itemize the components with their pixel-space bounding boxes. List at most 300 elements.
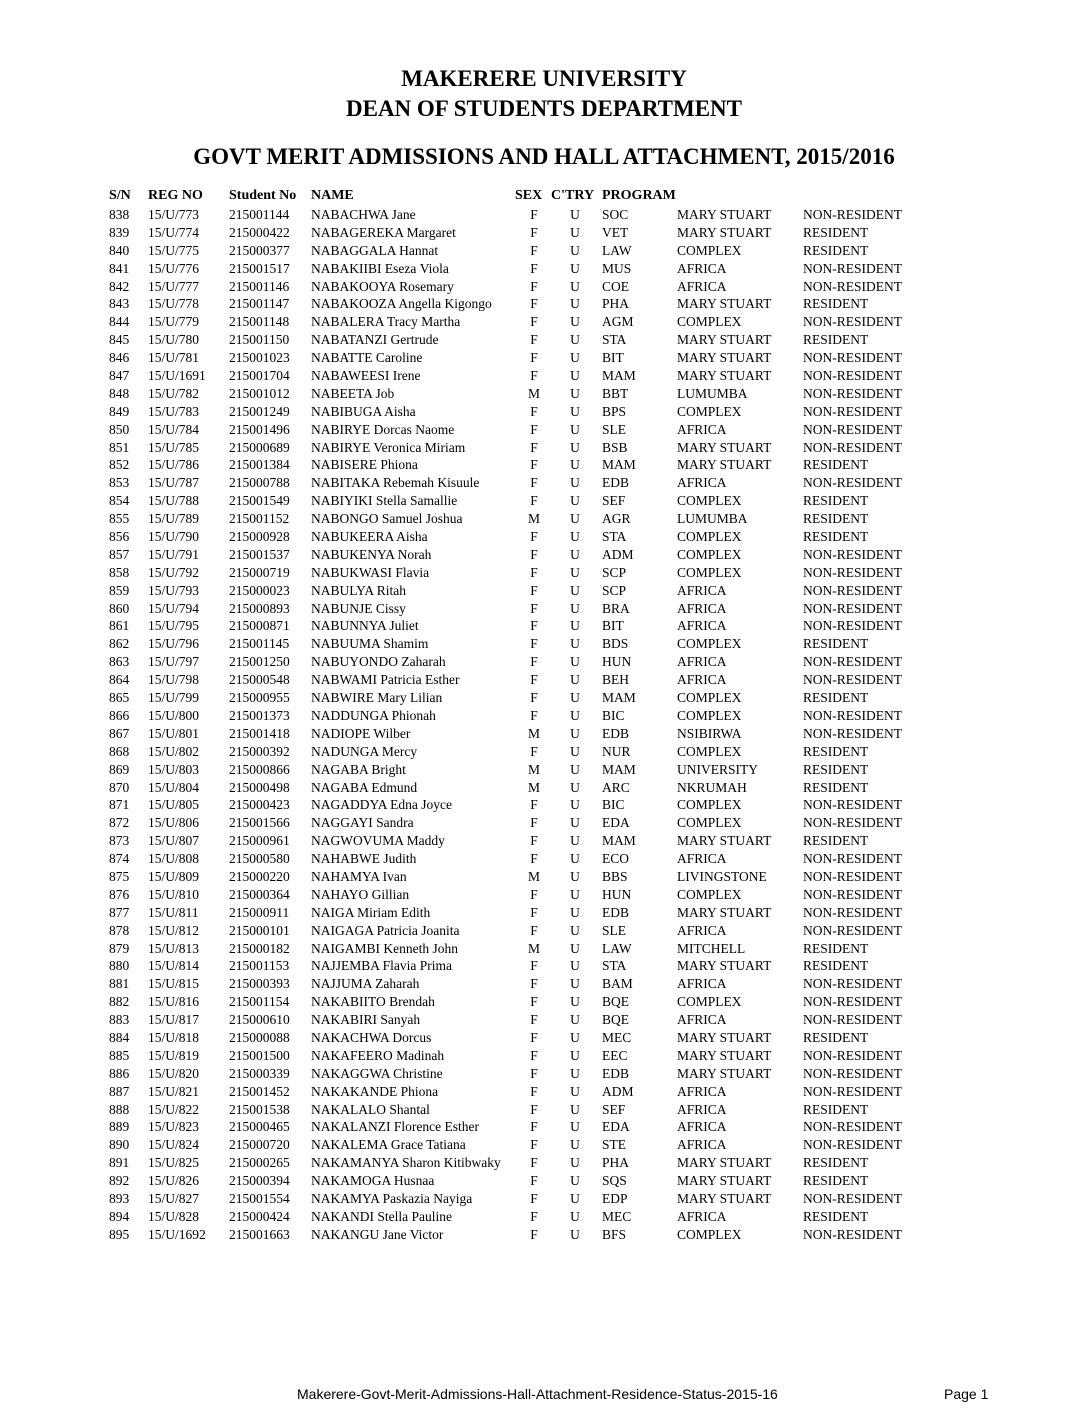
cell-sn: 863: [109, 654, 130, 670]
cell-student-no: 215000182: [229, 940, 290, 956]
table-row: [0, 940, 1088, 958]
table-row: [0, 743, 1088, 761]
cell-hall: LIVINGSTONE: [677, 868, 767, 884]
cell-sn: 864: [109, 672, 130, 688]
cell-reg-no: 15/U/803: [148, 761, 200, 777]
cell-name: NAKAFEERO Madinah: [311, 1047, 445, 1063]
table-row: [0, 474, 1088, 492]
cell-student-no: 215001154: [229, 994, 290, 1010]
cell-program: MAM: [602, 457, 636, 473]
cell-reg-no: 15/U/796: [148, 636, 200, 652]
cell-sn: 893: [109, 1190, 130, 1206]
cell-sn: 841: [109, 260, 130, 276]
cell-sex: F: [530, 368, 538, 384]
cell-student-no: 215000265: [229, 1155, 290, 1171]
table-row: [0, 224, 1088, 242]
cell-hall: MARY STUART: [677, 332, 772, 348]
cell-residence: NON-RESIDENT: [803, 654, 902, 670]
cell-sn: 855: [109, 511, 130, 527]
table-row: [0, 832, 1088, 850]
table-row: [0, 635, 1088, 653]
table-row: [0, 600, 1088, 618]
cell-name: NAKAMANYA Sharon Kitibwaky: [311, 1155, 501, 1171]
table-row: [0, 260, 1088, 278]
cell-residence: NON-RESIDENT: [803, 278, 902, 294]
cell-reg-no: 15/U/804: [148, 779, 200, 795]
cell-name: NAKACHWA Dorcus: [311, 1029, 432, 1045]
cell-reg-no: 15/U/821: [148, 1083, 200, 1099]
cell-name: NAGGAYI Sandra: [311, 815, 414, 831]
cell-student-no: 215000220: [229, 868, 290, 884]
cell-country: U: [570, 976, 580, 992]
cell-sn: 867: [109, 725, 130, 741]
table-row: [0, 564, 1088, 582]
cell-sex: F: [530, 529, 538, 545]
cell-sn: 881: [109, 976, 130, 992]
cell-reg-no: 15/U/775: [148, 242, 200, 258]
cell-program: STA: [602, 958, 627, 974]
cell-name: NABUKWASI Flavia: [311, 564, 430, 580]
cell-sex: F: [530, 618, 538, 634]
cell-hall: AFRICA: [677, 1119, 727, 1135]
cell-hall: AFRICA: [677, 421, 727, 437]
cell-country: U: [570, 690, 580, 706]
cell-country: U: [570, 672, 580, 688]
cell-sex: F: [530, 743, 538, 759]
cell-sex: F: [530, 1190, 538, 1206]
cell-program: COE: [602, 278, 629, 294]
cell-hall: MARY STUART: [677, 368, 772, 384]
cell-reg-no: 15/U/1691: [148, 368, 206, 384]
cell-program: MAM: [602, 833, 636, 849]
cell-student-no: 215000465: [229, 1119, 290, 1135]
cell-hall: AFRICA: [677, 1101, 727, 1117]
cell-name: NABUKENYA Norah: [311, 546, 432, 562]
cell-residence: RESIDENT: [803, 511, 869, 527]
cell-student-no: 215000377: [229, 242, 290, 258]
cell-sex: F: [530, 600, 538, 616]
cell-name: NAGABA Bright: [311, 761, 406, 777]
cell-sn: 840: [109, 242, 130, 258]
cell-country: U: [570, 1208, 580, 1224]
col-name: NAME: [311, 188, 354, 203]
cell-sn: 890: [109, 1137, 130, 1153]
page-number: Page 1: [944, 1386, 989, 1402]
cell-sex: F: [530, 207, 538, 222]
cell-sn: 875: [109, 868, 130, 884]
cell-country: U: [570, 1065, 580, 1081]
cell-program: EDP: [602, 1190, 628, 1206]
cell-reg-no: 15/U/812: [148, 922, 200, 938]
cell-country: U: [570, 1155, 580, 1171]
page-footer: [0, 1386, 1088, 1406]
cell-name: NABACHWA Jane: [311, 207, 416, 222]
cell-student-no: 215001704: [229, 368, 290, 384]
cell-sn: 845: [109, 332, 130, 348]
cell-hall: COMPLEX: [677, 546, 742, 562]
cell-hall: UNIVERSITY: [677, 761, 758, 777]
cell-sex: F: [530, 439, 538, 455]
cell-reg-no: 15/U/793: [148, 582, 200, 598]
cell-hall: AFRICA: [677, 1137, 727, 1153]
cell-reg-no: 15/U/805: [148, 797, 200, 813]
cell-sex: F: [530, 707, 538, 723]
cell-country: U: [570, 511, 580, 527]
cell-residence: RESIDENT: [803, 779, 869, 795]
cell-name: NAKAGGWA Christine: [311, 1065, 443, 1081]
cell-program: STE: [602, 1137, 627, 1153]
cell-hall: MARY STUART: [677, 296, 772, 312]
cell-country: U: [570, 922, 580, 938]
cell-name: NABONGO Samuel Joshua: [311, 511, 463, 527]
cell-reg-no: 15/U/816: [148, 994, 200, 1010]
cell-sex: M: [527, 868, 540, 884]
cell-country: U: [570, 1047, 580, 1063]
cell-country: U: [570, 564, 580, 580]
col-reg-no: REG NO: [148, 188, 203, 203]
cell-country: U: [570, 385, 580, 401]
cell-name: NADUNGA Mercy: [311, 743, 418, 759]
cell-residence: NON-RESIDENT: [803, 851, 902, 867]
cell-student-no: 215000101: [229, 922, 290, 938]
cell-name: NAKANDI Stella Pauline: [311, 1208, 452, 1224]
cell-residence: NON-RESIDENT: [803, 1190, 902, 1206]
cell-name: NABAWEESI Irene: [311, 368, 421, 384]
cell-sn: 891: [109, 1155, 130, 1171]
cell-hall: AFRICA: [677, 600, 727, 616]
cell-sn: 870: [109, 779, 130, 795]
cell-country: U: [570, 958, 580, 974]
cell-student-no: 215001663: [229, 1226, 290, 1242]
cell-hall: COMPLEX: [677, 529, 742, 545]
cell-name: NAKABIITO Brendah: [311, 994, 435, 1010]
table-row: [0, 689, 1088, 707]
cell-reg-no: 15/U/801: [148, 725, 200, 741]
cell-student-no: 215000719: [229, 564, 290, 580]
cell-sn: 874: [109, 851, 130, 867]
cell-sn: 883: [109, 1012, 130, 1028]
cell-residence: NON-RESIDENT: [803, 797, 902, 813]
cell-country: U: [570, 904, 580, 920]
cell-hall: MARY STUART: [677, 439, 772, 455]
table-row: [0, 1226, 1088, 1244]
cell-sn: 851: [109, 439, 130, 455]
col-student-no: Student No: [229, 188, 297, 203]
cell-country: U: [570, 1137, 580, 1153]
cell-sn: 872: [109, 815, 130, 831]
table-row: [0, 349, 1088, 367]
cell-program: EDB: [602, 904, 629, 920]
cell-name: NAKAKANDE Phiona: [311, 1083, 439, 1099]
table-row: [0, 975, 1088, 993]
cell-name: NABIRYE Veronica Miriam: [311, 439, 466, 455]
cell-name: NABITAKA Rebemah Kisuule: [311, 475, 480, 491]
cell-hall: COMPLEX: [677, 314, 742, 330]
cell-sex: F: [530, 1065, 538, 1081]
cell-country: U: [570, 1029, 580, 1045]
cell-student-no: 215001418: [229, 725, 290, 741]
cell-country: U: [570, 314, 580, 330]
table-row: [0, 617, 1088, 635]
cell-sex: F: [530, 475, 538, 491]
cell-hall: AFRICA: [677, 654, 727, 670]
cell-name: NABUYONDO Zaharah: [311, 654, 446, 670]
cell-residence: RESIDENT: [803, 296, 869, 312]
table-row: [0, 1172, 1088, 1190]
cell-program: SEF: [602, 493, 626, 509]
cell-student-no: 215000689: [229, 439, 290, 455]
table-row: [0, 385, 1088, 403]
cell-program: MEC: [602, 1029, 632, 1045]
cell-country: U: [570, 242, 580, 258]
cell-program: ARC: [602, 779, 630, 795]
cell-sex: F: [530, 332, 538, 348]
cell-reg-no: 15/U/776: [148, 260, 200, 276]
cell-reg-no: 15/U/808: [148, 851, 200, 867]
cell-program: BEH: [602, 672, 629, 688]
cell-name: NAJJUMA Zaharah: [311, 976, 420, 992]
table-row: [0, 313, 1088, 331]
cell-country: U: [570, 457, 580, 473]
cell-reg-no: 15/U/795: [148, 618, 200, 634]
cell-name: NADIOPE Wilber: [311, 725, 411, 741]
cell-sex: F: [530, 1047, 538, 1063]
cell-sn: 892: [109, 1173, 130, 1189]
cell-program: ADM: [602, 1083, 634, 1099]
cell-hall: COMPLEX: [677, 636, 742, 652]
cell-sn: 877: [109, 904, 130, 920]
cell-sex: F: [530, 1012, 538, 1028]
cell-student-no: 215001537: [229, 546, 290, 562]
table-row: [0, 1190, 1088, 1208]
cell-sn: 859: [109, 582, 130, 598]
table-row: [0, 868, 1088, 886]
cell-program: EDA: [602, 815, 630, 831]
cell-sex: F: [530, 851, 538, 867]
cell-residence: NON-RESIDENT: [803, 475, 902, 491]
cell-country: U: [570, 886, 580, 902]
cell-name: NABAKOOYA Rosemary: [311, 278, 454, 294]
cell-student-no: 215000911: [229, 904, 290, 920]
cell-program: BQE: [602, 994, 629, 1010]
cell-reg-no: 15/U/774: [148, 224, 200, 240]
cell-residence: NON-RESIDENT: [803, 1012, 902, 1028]
cell-country: U: [570, 940, 580, 956]
table-row: [0, 456, 1088, 474]
cell-student-no: 215000610: [229, 1012, 290, 1028]
cell-student-no: 215000339: [229, 1065, 290, 1081]
table-row: [0, 1208, 1088, 1226]
cell-hall: AFRICA: [677, 1083, 727, 1099]
cell-sn: 879: [109, 940, 130, 956]
cell-reg-no: 15/U/781: [148, 350, 200, 366]
cell-name: NAJJEMBA Flavia Prima: [311, 958, 453, 974]
cell-name: NAIGAMBI Kenneth John: [311, 940, 458, 956]
cell-student-no: 215001384: [229, 457, 290, 473]
cell-sex: F: [530, 278, 538, 294]
cell-name: NABWAMI Patricia Esther: [311, 672, 460, 688]
cell-reg-no: 15/U/790: [148, 529, 200, 545]
cell-student-no: 215001250: [229, 654, 290, 670]
cell-residence: NON-RESIDENT: [803, 350, 902, 366]
cell-residence: NON-RESIDENT: [803, 1119, 902, 1135]
cell-hall: AFRICA: [677, 475, 727, 491]
cell-sex: F: [530, 314, 538, 330]
cell-name: NABUKEERA Aisha: [311, 529, 428, 545]
cell-sn: 844: [109, 314, 130, 330]
cell-sn: 876: [109, 886, 130, 902]
cell-hall: AFRICA: [677, 260, 727, 276]
cell-program: NUR: [602, 743, 631, 759]
cell-program: BPS: [602, 403, 627, 419]
cell-reg-no: 15/U/815: [148, 976, 200, 992]
cell-country: U: [570, 350, 580, 366]
footer-filename: Makerere-Govt-Merit-Admissions-Hall-Attachment-Residence-Status-2015-16: [297, 1386, 778, 1402]
cell-program: VET: [602, 224, 629, 240]
cell-student-no: 215000023: [229, 582, 290, 598]
cell-sn: 865: [109, 690, 130, 706]
cell-sn: 886: [109, 1065, 130, 1081]
cell-sn: 847: [109, 368, 130, 384]
cell-sex: F: [530, 421, 538, 437]
table-row: [0, 779, 1088, 797]
cell-student-no: 215001150: [229, 332, 290, 348]
cell-sn: 857: [109, 546, 130, 562]
cell-name: NAIGA Miriam Edith: [311, 904, 431, 920]
cell-program: SCP: [602, 564, 627, 580]
cell-country: U: [570, 493, 580, 509]
table-row: [0, 904, 1088, 922]
cell-sn: 884: [109, 1029, 130, 1045]
cell-reg-no: 15/U/817: [148, 1012, 200, 1028]
cell-residence: RESIDENT: [803, 958, 869, 974]
cell-country: U: [570, 224, 580, 240]
table-row: [0, 331, 1088, 349]
cell-reg-no: 15/U/797: [148, 654, 200, 670]
cell-program: LAW: [602, 242, 632, 258]
table-row: [0, 814, 1088, 832]
cell-hall: MARY STUART: [677, 457, 772, 473]
cell-reg-no: 15/U/818: [148, 1029, 200, 1045]
cell-student-no: 215001496: [229, 421, 290, 437]
cell-name: NABIYIKI Stella Samallie: [311, 493, 458, 509]
cell-sex: F: [530, 904, 538, 920]
cell-sex: F: [530, 1101, 538, 1117]
cell-program: BQE: [602, 1012, 629, 1028]
cell-sn: 839: [109, 224, 130, 240]
cell-residence: RESIDENT: [803, 1155, 869, 1171]
cell-hall: AFRICA: [677, 976, 727, 992]
cell-residence: NON-RESIDENT: [803, 546, 902, 562]
cell-student-no: 215000893: [229, 600, 290, 616]
cell-country: U: [570, 332, 580, 348]
cell-country: U: [570, 1101, 580, 1117]
table-row: [0, 421, 1088, 439]
cell-residence: RESIDENT: [803, 457, 869, 473]
cell-sex: F: [530, 224, 538, 240]
cell-residence: NON-RESIDENT: [803, 922, 902, 938]
cell-student-no: 215000866: [229, 761, 290, 777]
cell-sex: F: [530, 1173, 538, 1189]
table-row: [0, 1047, 1088, 1065]
cell-name: NABAGEREKA Margaret: [311, 224, 456, 240]
cell-country: U: [570, 815, 580, 831]
cell-country: U: [570, 994, 580, 1010]
table-row: [0, 582, 1088, 600]
cell-residence: RESIDENT: [803, 690, 869, 706]
cell-name: NABAKIIBI Esezа Viola: [311, 260, 449, 276]
cell-country: U: [570, 368, 580, 384]
cell-country: U: [570, 779, 580, 795]
cell-name: NAKALALO Shantal: [311, 1101, 430, 1117]
table-row: [0, 850, 1088, 868]
cell-student-no: 215000720: [229, 1137, 290, 1153]
cell-student-no: 215000955: [229, 690, 290, 706]
cell-sn: 843: [109, 296, 130, 312]
cell-hall: COMPLEX: [677, 690, 742, 706]
cell-country: U: [570, 403, 580, 419]
cell-country: U: [570, 421, 580, 437]
cell-reg-no: 15/U/826: [148, 1173, 200, 1189]
table-row: [0, 957, 1088, 975]
cell-reg-no: 15/U/827: [148, 1190, 200, 1206]
cell-program: BIC: [602, 797, 625, 813]
table-row: [0, 439, 1088, 457]
cell-country: U: [570, 743, 580, 759]
cell-program: BSB: [602, 439, 628, 455]
cell-program: BBT: [602, 385, 629, 401]
cell-country: U: [570, 1012, 580, 1028]
cell-sex: F: [530, 1137, 538, 1153]
cell-reg-no: 15/U/806: [148, 815, 200, 831]
cell-sex: F: [530, 1119, 538, 1135]
cell-program: MAM: [602, 690, 636, 706]
cell-program: PHA: [602, 1155, 630, 1171]
cell-sex: F: [530, 493, 538, 509]
cell-sex: F: [530, 976, 538, 992]
cell-residence: RESIDENT: [803, 332, 869, 348]
cell-sn: 848: [109, 385, 130, 401]
cell-student-no: 215000364: [229, 886, 290, 902]
cell-hall: COMPLEX: [677, 403, 742, 419]
cell-residence: NON-RESIDENT: [803, 976, 902, 992]
cell-sex: F: [530, 1226, 538, 1242]
cell-sex: F: [530, 797, 538, 813]
table-row: [0, 761, 1088, 779]
cell-sn: 846: [109, 350, 130, 366]
cell-name: NAKAMYA Paskazia Nayiga: [311, 1190, 473, 1206]
cell-hall: MARY STUART: [677, 833, 772, 849]
cell-program: BFS: [602, 1226, 627, 1242]
cell-hall: LUMUMBA: [677, 385, 748, 401]
table-row: [0, 295, 1088, 313]
cell-hall: MARY STUART: [677, 224, 772, 240]
cell-residence: NON-RESIDENT: [803, 904, 902, 920]
cell-residence: NON-RESIDENT: [803, 368, 902, 384]
cell-sex: M: [527, 761, 540, 777]
cell-residence: RESIDENT: [803, 940, 869, 956]
cell-student-no: 215001554: [229, 1190, 290, 1206]
cell-name: NABIRYE Dorcas Naome: [311, 421, 455, 437]
cell-hall: AFRICA: [677, 1012, 727, 1028]
cell-program: EDB: [602, 1065, 629, 1081]
cell-name: NAKANGU Jane Victor: [311, 1226, 444, 1242]
cell-sex: F: [530, 296, 538, 312]
cell-sex: F: [530, 457, 538, 473]
cell-sex: F: [530, 636, 538, 652]
cell-country: U: [570, 296, 580, 312]
cell-program: MAM: [602, 368, 636, 384]
